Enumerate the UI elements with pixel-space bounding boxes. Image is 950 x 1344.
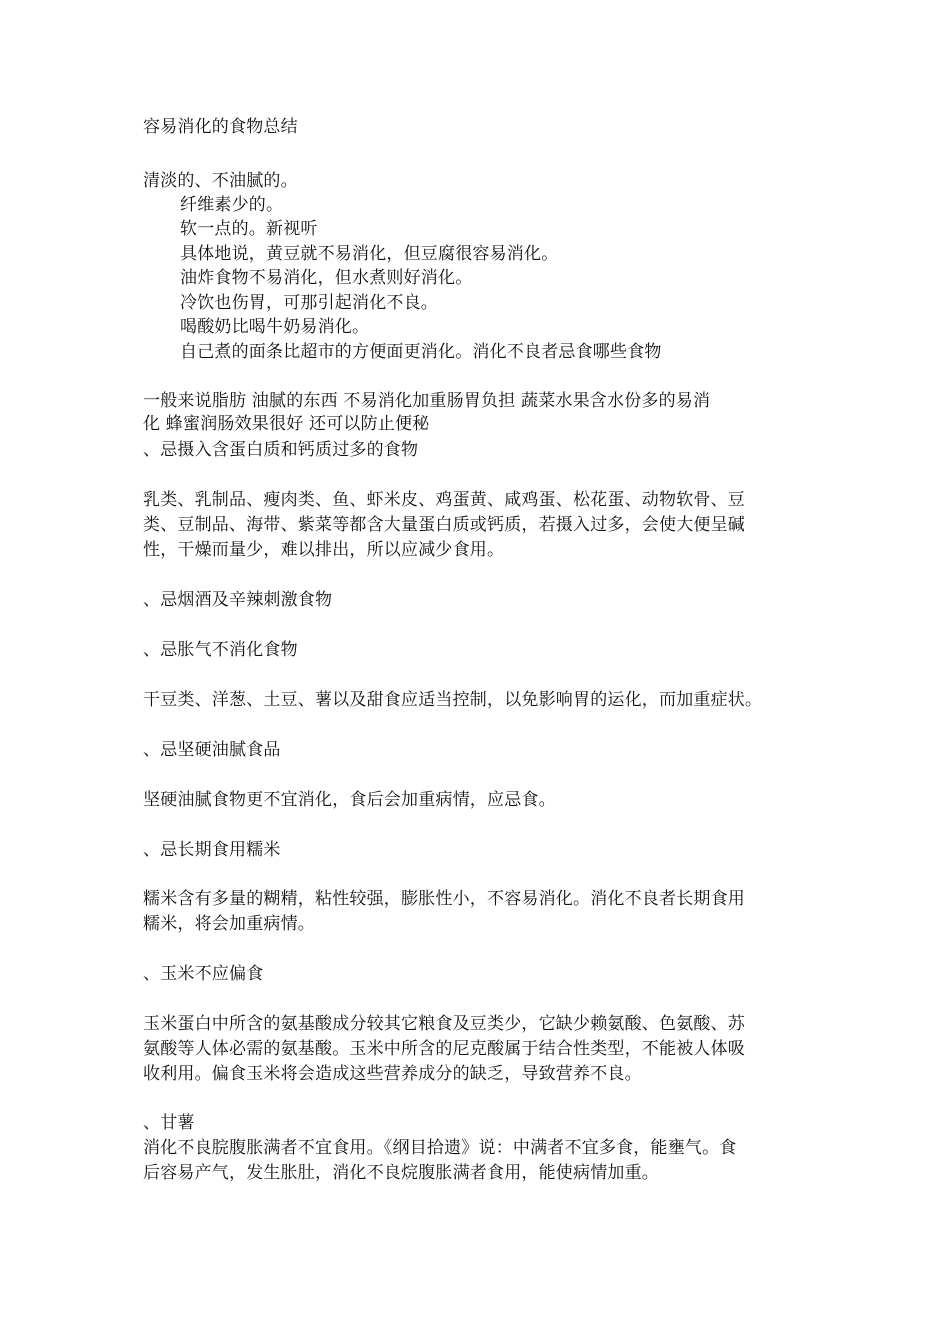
section-paragraph-line: 氨酸等人体必需的氨基酸。玉米中所含的尼克酸属于结合性类型，不能被人体吸	[143, 1039, 745, 1059]
intro-item: 纤维素少的。	[180, 195, 284, 215]
section-heading: 、忌烟酒及辛辣刺激食物	[143, 590, 333, 610]
general-note-line: 一般来说脂肪 油腻的东西 不易消化加重肠胃负担 蔬菜水果含水份多的易消	[143, 391, 711, 411]
section-paragraph-line: 后容易产气，发生胀肚，消化不良烷腹胀满者食用，能使病情加重。	[143, 1163, 659, 1183]
section-heading: 、忌坚硬油腻食品	[143, 740, 281, 760]
intro-item: 油炸食物不易消化，但水煮则好消化。	[180, 268, 473, 288]
section-paragraph-line: 坚硬油腻食物更不宜消化，食后会加重病情，应忌食。	[143, 790, 556, 810]
general-note-line: 化 蜂蜜润肠效果很好 还可以防止便秘	[143, 414, 430, 434]
intro-lead: 清淡的、不油腻的。	[143, 171, 298, 191]
section-paragraph-line: 收利用。偏食玉米将会造成这些营养成分的缺乏，导致营养不良。	[143, 1064, 642, 1084]
intro-item: 自己煮的面条比超市的方便面更消化。消化不良者忌食哪些食物	[180, 342, 662, 362]
section-paragraph-line: 消化不良脘腹胀满者不宜食用。《纲目拾遗》说：中满者不宜多食，能壅气。食	[143, 1138, 737, 1158]
section-paragraph-line: 糯米，将会加重病情。	[143, 914, 315, 934]
section-paragraph-line: 干豆类、洋葱、土豆、薯以及甜食应适当控制，以免影响胃的运化，而加重症状。	[143, 690, 763, 710]
section-heading: 、忌胀气不消化食物	[143, 640, 298, 660]
intro-item: 喝酸奶比喝牛奶易消化。	[180, 317, 370, 337]
section-paragraph-line: 类、豆制品、海带、紫菜等都含大量蛋白质或钙质，若摄入过多，会使大便呈碱	[143, 515, 745, 535]
section-heading: 、忌长期食用糯米	[143, 840, 281, 860]
intro-item: 具体地说，黄豆就不易消化，但豆腐很容易消化。	[180, 244, 559, 264]
section-heading: 、玉米不应偏食	[143, 964, 264, 984]
section-paragraph-line: 糯米含有多量的糊精，粘性较强，膨胀性小，不容易消化。消化不良者长期食用	[143, 889, 745, 909]
section-heading: 、甘薯	[143, 1113, 195, 1133]
section-heading: 、忌摄入含蛋白质和钙质过多的食物	[143, 440, 419, 460]
document-title: 容易消化的食物总结	[143, 117, 298, 137]
section-paragraph-line: 玉米蛋白中所含的氨基酸成分较其它粮食及豆类少，它缺少赖氨酸、色氨酸、苏	[143, 1014, 745, 1034]
section-paragraph-line: 性，干燥而量少，难以排出，所以应减少食用。	[143, 540, 505, 560]
section-paragraph-line: 乳类、乳制品、瘦肉类、鱼、虾米皮、鸡蛋黄、咸鸡蛋、松花蛋、动物软骨、豆	[143, 490, 745, 510]
intro-item: 软一点的。新视听	[180, 219, 318, 239]
intro-item: 冷饮也伤胃，可那引起消化不良。	[180, 293, 438, 313]
